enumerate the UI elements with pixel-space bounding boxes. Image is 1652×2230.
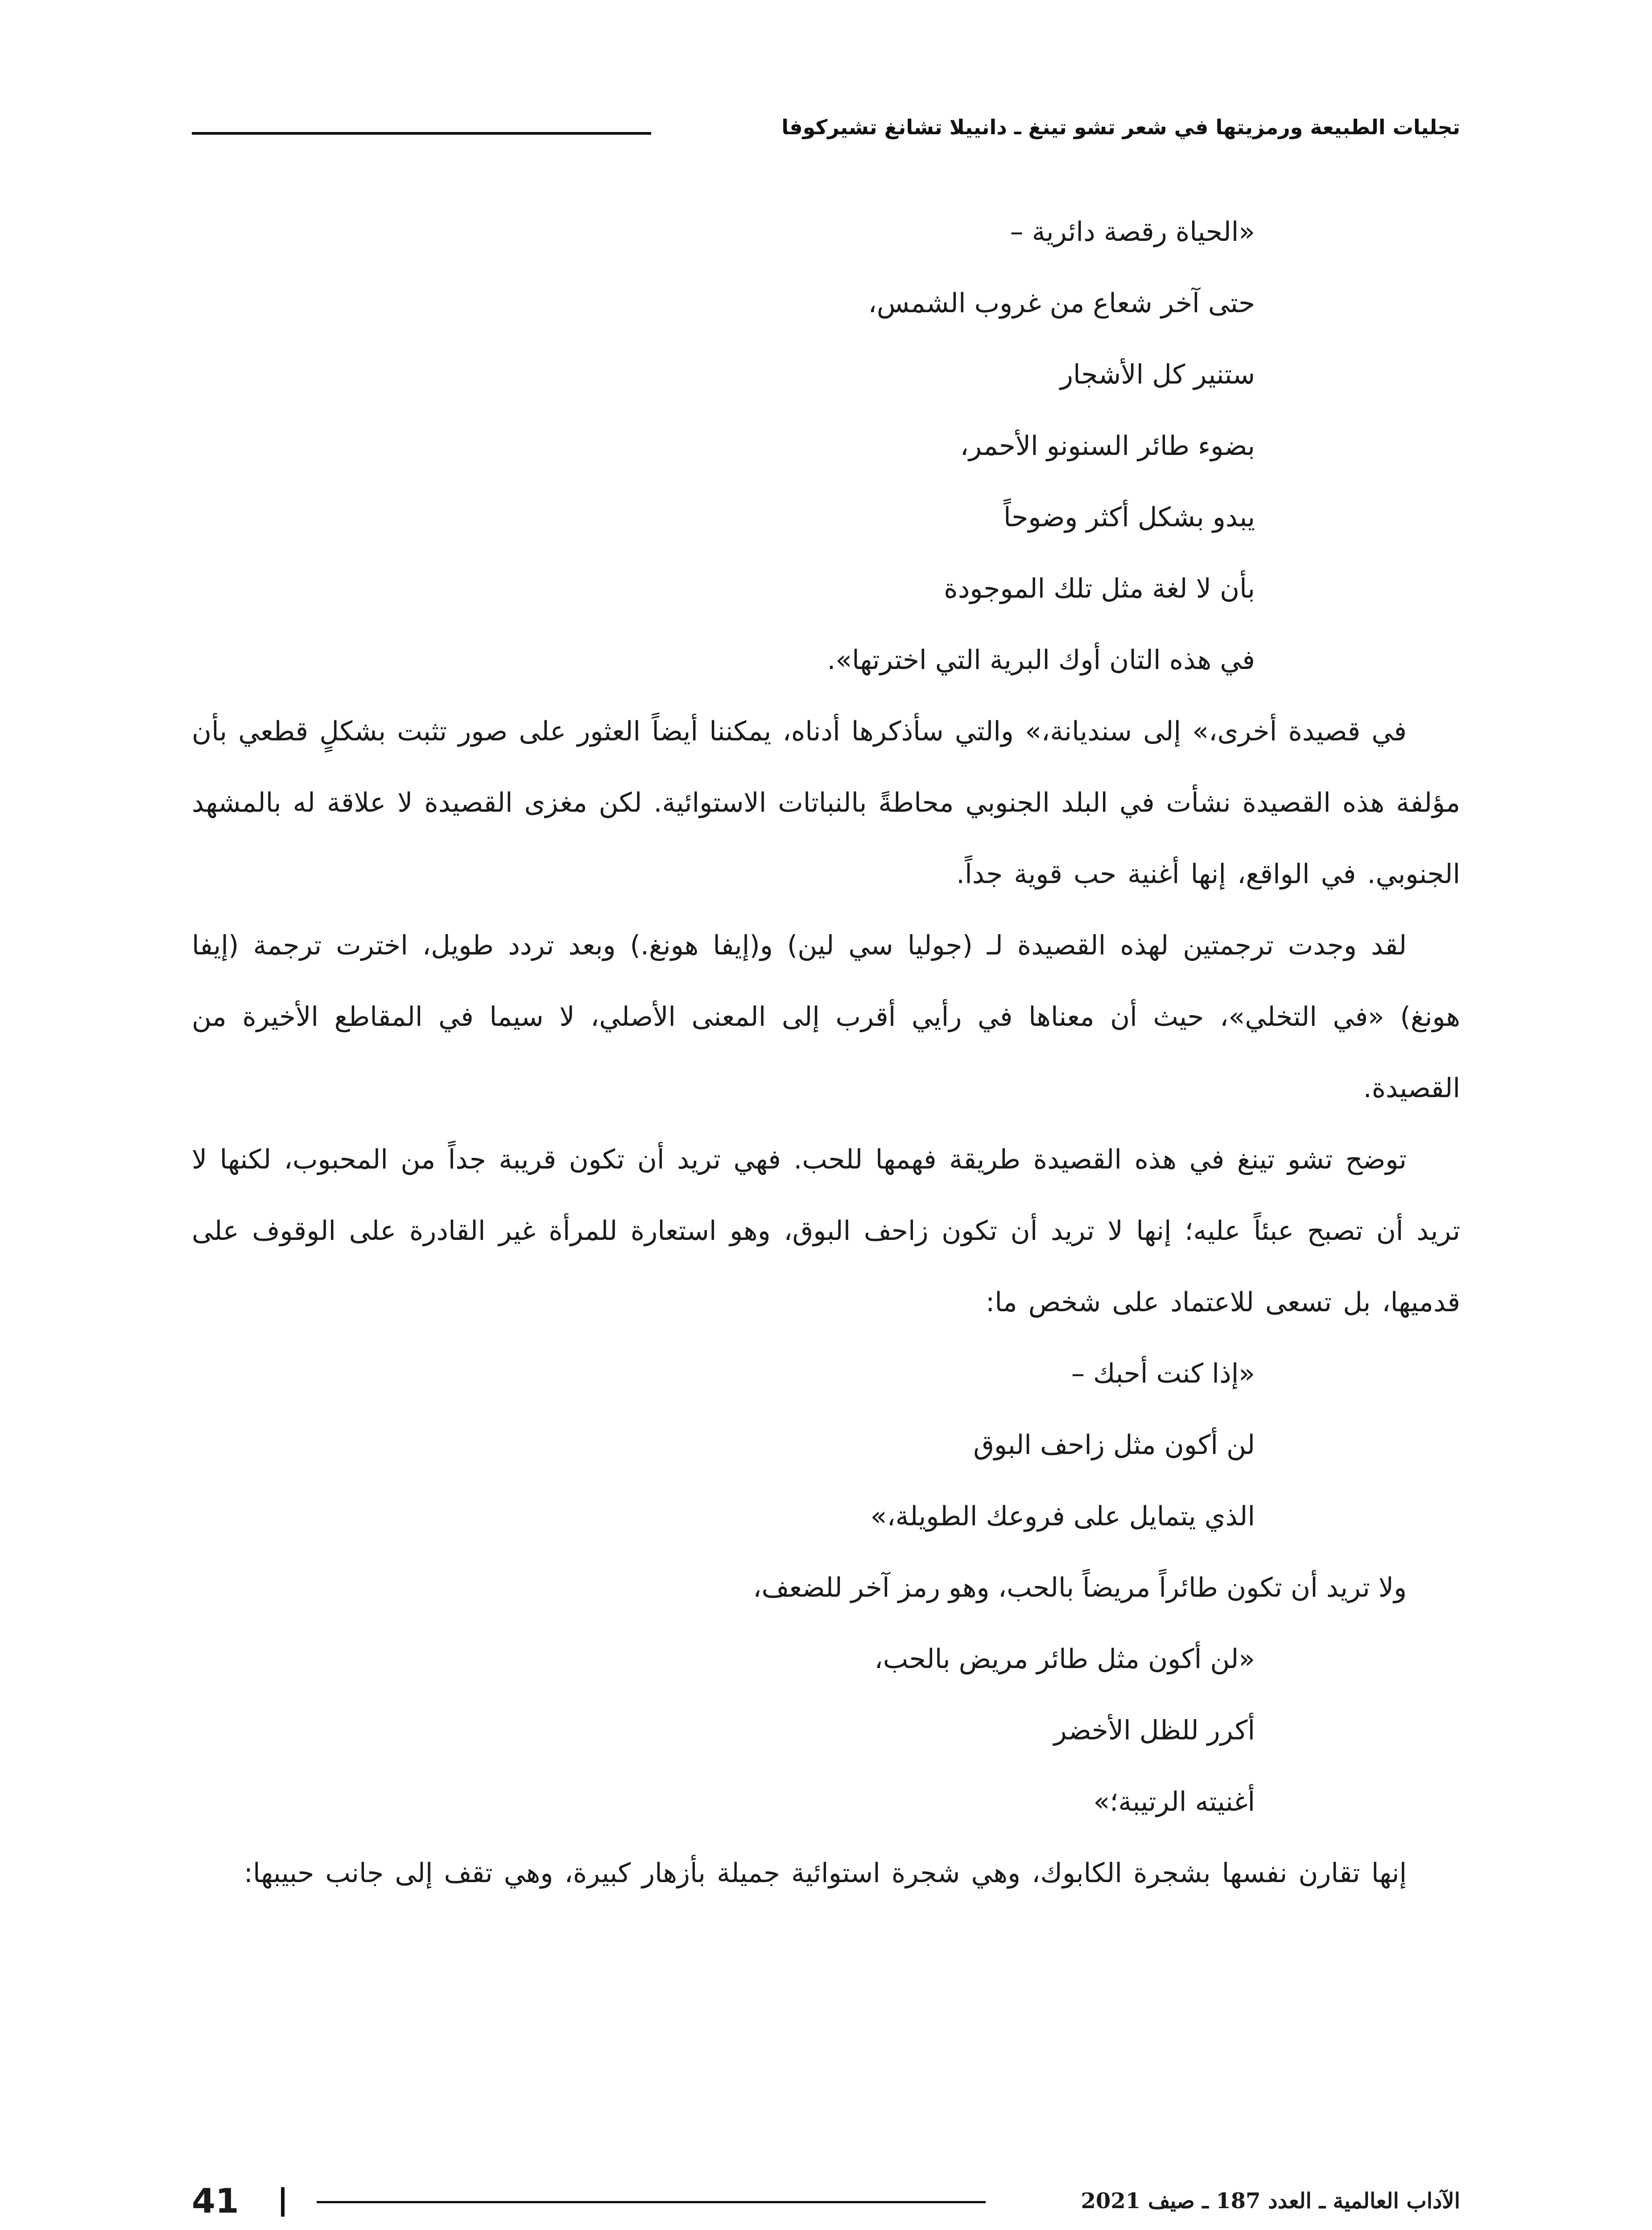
verse-block-2 bbox=[192, 1338, 1460, 1552]
verse-line: يبدو بشكل أكثر وضوحاً bbox=[1003, 502, 1255, 533]
verse-line: بأن لا لغة مثل تلك الموجودة bbox=[944, 573, 1255, 604]
aside-line: ولا تريد أن تكون طائراً مريضاً بالحب، وهو رمز آخر للضعف، bbox=[753, 1572, 1407, 1603]
header-rule bbox=[192, 132, 651, 135]
verse-block-3 bbox=[192, 1623, 1460, 1838]
verse-line: أكرر للظل الأخضر bbox=[1053, 1715, 1255, 1746]
footer-rule bbox=[317, 2201, 986, 2203]
paragraph-3: توضح تشو تينغ في هذه القصيدة طريقة فهمها للحب. فهي تريد أن تكون قريبة جداً من المحبوب، لكنها لا تريد أن تصبح عبئاً عليه؛ إنها لا تريد أن تكون زاحف البوق، وهو استعارة للمرأة غير القادرة على الوقوف على قدميها، بل تسعى للاعتماد على شخص ما: bbox=[192, 1144, 1460, 1318]
verse-line: الذي يتمايل على فروعك الطويلة،» bbox=[870, 1501, 1255, 1532]
verse-line: «الحياة رقصة دائرية – bbox=[1010, 216, 1255, 248]
running-header bbox=[192, 107, 1460, 147]
page-number: 41 bbox=[192, 2181, 239, 2221]
footer-separator bbox=[281, 2187, 285, 2217]
running-title: تجليات الطبيعة ورمزيتها في شعر تشو تينغ ـ دانييلا تشانغ تشيركوفا bbox=[781, 115, 1460, 139]
paragraph-1: في قصيدة أخرى،» إلى سنديانة،» والتي سأذكرها أدناه، يمكننا أيضاً العثور على صور تثبت بشكلٍ قطعي بأن مؤلفة هذه القصيدة نشأت في البلد الجنوبي محاطةً بالنباتات الاستوائية. لكن مغزى القصيدة لا علاقة له بالمشهد الجنوبي. في الواقع، إنها أغنية حب قوية جداً. bbox=[192, 716, 1460, 890]
verse-line: حتى آخر شعاع من غروب الشمس، bbox=[868, 288, 1255, 319]
verse-block-1 bbox=[192, 196, 1460, 696]
page-footer bbox=[192, 2176, 1460, 2226]
paragraph-2: لقد وجدت ترجمتين لهذه القصيدة لـ (جوليا سي لين) و(إيفا هونغ.) وبعد تردد طويل، اخترت ترجمة (إيفا هونغ) «في التخلي»، حيث أن معناها في رأيي أقرب إلى المعنى الأصلي، لا سيما في المقاطع الأخيرة من القصيدة. bbox=[192, 930, 1460, 1104]
verse-line: «لن أكون مثل طائر مريض بالحب، bbox=[874, 1644, 1255, 1675]
verse-line: لن أكون مثل زاحف البوق bbox=[973, 1429, 1255, 1461]
paragraph-4: إنها تقارن نفسها بشجرة الكابوك، وهي شجرة استوائية جميلة بأزهار كبيرة، وهي تقف إلى جانب حبيبها: bbox=[244, 1858, 1407, 1889]
verse-line: «إذا كنت أحبك – bbox=[1071, 1358, 1255, 1389]
verse-line: أغنيته الرتيبة؛» bbox=[1093, 1786, 1255, 1817]
verse-line: بضوء طائر السنونو الأحمر، bbox=[960, 430, 1255, 462]
verse-line: ستنير كل الأشجار bbox=[1060, 359, 1255, 390]
journal-info: الآداب العالمية ـ العدد 187 ـ صيف 2021 bbox=[1081, 2189, 1460, 2213]
verse-line: في هذه التان أوك البرية التي اخترتها». bbox=[827, 644, 1255, 676]
article-body bbox=[192, 196, 1460, 1909]
